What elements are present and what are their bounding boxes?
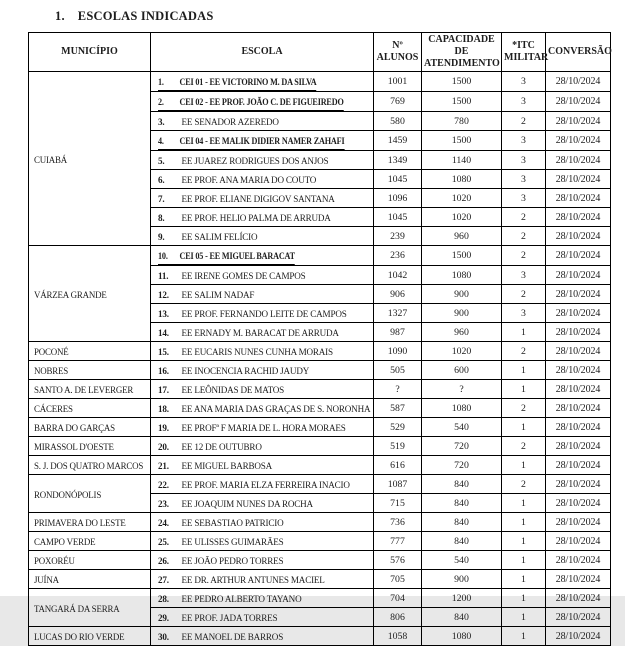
school-cell: [151, 361, 374, 380]
capacidade-cell: 840: [422, 532, 502, 551]
capacidade-cell: 1020: [422, 342, 502, 361]
capacidade-cell: 720: [422, 437, 502, 456]
table-row: [29, 342, 611, 361]
itc-cell: 1: [502, 532, 546, 551]
school-number: 4.: [158, 137, 164, 147]
table-row: [29, 361, 611, 380]
alunos-cell: 777: [374, 532, 422, 551]
school-cell: [151, 151, 374, 170]
conversao-cell: 28/10/2024: [546, 92, 611, 112]
school-name: EE 12 DE OUTUBRO: [181, 442, 262, 453]
alunos-cell: 239: [374, 227, 422, 246]
school-cell: [151, 570, 374, 589]
capacidade-cell: 840: [422, 608, 502, 627]
itc-cell: 1: [502, 551, 546, 570]
capacidade-cell: 720: [422, 456, 502, 475]
capacidade-cell: 960: [422, 227, 502, 246]
conversao-cell: 28/10/2024: [546, 131, 611, 151]
school-cell: [151, 589, 374, 608]
conversao-cell: 28/10/2024: [546, 589, 611, 608]
alunos-cell: 616: [374, 456, 422, 475]
school-name: EE PROF. MARIA ELZA FERREIRA INACIO: [181, 480, 350, 491]
municipio-label: PRIMAVERA DO LESTE: [34, 518, 126, 529]
municipio-cell: [29, 456, 151, 475]
conversao-cell: 28/10/2024: [546, 112, 611, 131]
capacidade-cell: 1500: [422, 131, 502, 151]
municipio-cell: [29, 361, 151, 380]
alunos-cell: 1459: [374, 131, 422, 151]
school-entry: [158, 173, 316, 187]
table-row: [29, 589, 611, 608]
school-number: 30.: [158, 632, 169, 643]
table-row: [29, 456, 611, 475]
column-header-capacidade: CAPACIDADE DE ATENDIMENTO: [422, 33, 502, 72]
itc-cell: 1: [502, 418, 546, 437]
school-number: 9.: [158, 232, 165, 243]
school-cell: [151, 627, 374, 646]
school-entry: [158, 307, 347, 321]
school-name: CEI 02 - EE PROF. JOÃO C. DE FIGUEIREDO: [179, 98, 344, 108]
school-name: EE ULISSES GUIMARÃES: [181, 537, 284, 548]
school-entry: [158, 402, 370, 416]
municipio-cell: [29, 475, 151, 513]
alunos-cell: 1045: [374, 170, 422, 189]
school-entry: [158, 345, 333, 359]
school-cell: [151, 304, 374, 323]
municipio-label: CUIABÁ: [34, 154, 68, 166]
itc-cell: 1: [502, 361, 546, 380]
school-number: 16.: [158, 366, 169, 377]
itc-cell: 1: [502, 513, 546, 532]
school-number: 11.: [158, 271, 169, 282]
municipio-cell: [29, 589, 151, 627]
school-number: 23.: [158, 499, 169, 510]
school-cell: [151, 608, 374, 627]
alunos-cell: 1042: [374, 266, 422, 285]
municipio-cell: [29, 532, 151, 551]
municipio-cell: [29, 627, 151, 646]
alunos-cell: 906: [374, 285, 422, 304]
school-name: CEI 01 - EE VICTORINO M. DA SILVA: [179, 78, 317, 88]
table-row: [29, 399, 611, 418]
school-number: 1.: [158, 78, 164, 88]
school-cell: [151, 437, 374, 456]
itc-cell: 1: [502, 589, 546, 608]
conversao-cell: 28/10/2024: [546, 227, 611, 246]
itc-cell: 3: [502, 304, 546, 323]
school-number: 22.: [158, 480, 169, 491]
capacidade-cell: 1020: [422, 189, 502, 208]
itc-cell: 1: [502, 608, 546, 627]
school-cell: [151, 285, 374, 304]
school-name: EE SENADOR AZEREDO: [181, 117, 279, 128]
itc-cell: 2: [502, 246, 546, 266]
table-row: [29, 246, 611, 266]
school-number: 3.: [158, 117, 165, 128]
school-cell: [151, 342, 374, 361]
school-entry: [158, 95, 344, 111]
school-number: 15.: [158, 347, 169, 358]
municipio-label: RONDONÓPOLIS: [34, 489, 102, 501]
municipio-label: TANGARÁ DA SERRA: [34, 603, 120, 615]
conversao-cell: 28/10/2024: [546, 266, 611, 285]
alunos-cell: 1349: [374, 151, 422, 170]
conversao-cell: 28/10/2024: [546, 399, 611, 418]
title-number: 1.: [55, 9, 65, 23]
municipio-label: BARRA DO GARÇAS: [34, 423, 115, 434]
school-name: EE ANA MARIA DAS GRAÇAS DE S. NORONHA: [181, 404, 371, 415]
municipio-cell: [29, 437, 151, 456]
municipio-cell: [29, 513, 151, 532]
municipio-cell: [29, 399, 151, 418]
school-number: 20.: [158, 442, 169, 453]
alunos-cell: 806: [374, 608, 422, 627]
conversao-cell: 28/10/2024: [546, 532, 611, 551]
capacidade-cell: 840: [422, 513, 502, 532]
municipio-cell: [29, 342, 151, 361]
conversao-cell: 28/10/2024: [546, 437, 611, 456]
conversao-cell: 28/10/2024: [546, 208, 611, 227]
school-number: 27.: [158, 575, 169, 586]
school-name: EE PROF. ANA MARIA DO COUTO: [181, 175, 317, 186]
school-name: EE JOÃO PEDRO TORRES: [181, 556, 284, 567]
conversao-cell: 28/10/2024: [546, 151, 611, 170]
conversao-cell: 28/10/2024: [546, 418, 611, 437]
itc-cell: 2: [502, 285, 546, 304]
school-entry: [158, 269, 306, 283]
capacidade-cell: 1080: [422, 170, 502, 189]
school-entry: [158, 611, 277, 625]
table-row: [29, 72, 611, 92]
capacidade-cell: 540: [422, 418, 502, 437]
table-row: [29, 570, 611, 589]
school-entry: [158, 630, 283, 644]
capacidade-cell: 960: [422, 323, 502, 342]
school-name: CEI 04 - EE MALIK DIDIER NAMER ZAHAFI: [179, 137, 345, 147]
school-name: EE MANOEL DE BARROS: [181, 632, 284, 643]
capacidade-cell: 900: [422, 570, 502, 589]
page-title: [0, 0, 625, 24]
school-number: 17.: [158, 385, 169, 396]
municipio-label: POCONÉ: [34, 347, 69, 358]
table-row: [29, 532, 611, 551]
alunos-cell: 1001: [374, 72, 422, 92]
school-number: 24.: [158, 518, 169, 529]
alunos-cell: 1045: [374, 208, 422, 227]
school-entry: [158, 478, 350, 492]
itc-cell: 3: [502, 266, 546, 285]
conversao-cell: 28/10/2024: [546, 551, 611, 570]
municipio-cell: [29, 380, 151, 399]
column-header-escola: ESCOLA: [151, 33, 374, 72]
itc-cell: 2: [502, 227, 546, 246]
alunos-cell: 529: [374, 418, 422, 437]
municipio-cell: [29, 418, 151, 437]
capacidade-cell: 780: [422, 112, 502, 131]
table-header-row: [29, 33, 611, 72]
school-name: EE PROF. HELIO PALMA DE ARRUDA: [181, 213, 331, 224]
alunos-cell: 705: [374, 570, 422, 589]
conversao-cell: 28/10/2024: [546, 189, 611, 208]
column-header-municipio: MUNICÍPIO: [29, 33, 151, 72]
school-cell: [151, 513, 374, 532]
itc-cell: 3: [502, 151, 546, 170]
capacidade-cell: 1140: [422, 151, 502, 170]
school-cell: [151, 92, 374, 112]
capacidade-cell: 1080: [422, 627, 502, 646]
school-name: EE PROF. ELIANE DIGIGOV SANTANA: [181, 194, 335, 205]
alunos-cell: 1058: [374, 627, 422, 646]
itc-cell: 3: [502, 72, 546, 92]
school-entry: [158, 192, 335, 206]
conversao-cell: 28/10/2024: [546, 456, 611, 475]
itc-cell: 2: [502, 399, 546, 418]
conversao-cell: 28/10/2024: [546, 627, 611, 646]
conversao-cell: 28/10/2024: [546, 380, 611, 399]
capacidade-cell: ?: [422, 380, 502, 399]
school-name: EE IRENE GOMES DE CAMPOS: [181, 271, 306, 282]
capacidade-cell: 540: [422, 551, 502, 570]
school-entry: [158, 326, 339, 340]
alunos-cell: 505: [374, 361, 422, 380]
itc-cell: 1: [502, 323, 546, 342]
school-number: 26.: [158, 556, 169, 567]
school-number: 18.: [158, 404, 169, 415]
alunos-cell: 704: [374, 589, 422, 608]
school-cell: [151, 418, 374, 437]
conversao-cell: 28/10/2024: [546, 304, 611, 323]
school-number: 7.: [158, 194, 165, 205]
column-header-alunos: Nº ALUNOS: [374, 33, 422, 72]
schools-table: [28, 32, 611, 646]
school-cell: [151, 246, 374, 266]
alunos-cell: 1096: [374, 189, 422, 208]
school-entry: [158, 459, 272, 473]
municipio-cell: [29, 570, 151, 589]
municipio-label: CAMPO VERDE: [34, 537, 96, 548]
school-number: 14.: [158, 328, 169, 339]
school-entry: [158, 211, 331, 225]
school-cell: [151, 475, 374, 494]
itc-cell: 2: [502, 342, 546, 361]
municipio-label: NOBRES: [34, 366, 69, 377]
table-row: [29, 437, 611, 456]
conversao-cell: 28/10/2024: [546, 323, 611, 342]
school-cell: [151, 189, 374, 208]
alunos-cell: 587: [374, 399, 422, 418]
itc-cell: 1: [502, 627, 546, 646]
capacidade-cell: 1200: [422, 589, 502, 608]
municipio-label: JUÍNA: [34, 575, 59, 586]
table-row: [29, 551, 611, 570]
school-name: EE MIGUEL BARBOSA: [181, 461, 273, 472]
conversao-cell: 28/10/2024: [546, 494, 611, 513]
school-name: EE SALIM FELÍCIO: [181, 232, 258, 243]
school-entry: [158, 134, 344, 150]
conversao-cell: 28/10/2024: [546, 513, 611, 532]
municipio-label: MIRASSOL D'OESTE: [34, 442, 114, 453]
school-number: 19.: [158, 423, 169, 434]
school-name: EE ERNADY M. BARACAT DE ARRUDA: [181, 328, 339, 339]
alunos-cell: ?: [374, 380, 422, 399]
school-name: EE PROF. JADA TORRES: [181, 613, 278, 624]
school-entry: [158, 364, 309, 378]
school-entry: [158, 573, 325, 587]
itc-cell: 1: [502, 380, 546, 399]
school-cell: [151, 456, 374, 475]
alunos-cell: 736: [374, 513, 422, 532]
school-number: 2.: [158, 98, 164, 108]
school-name: EE EUCARIS NUNES CUNHA MORAIS: [181, 347, 333, 358]
capacidade-cell: 1500: [422, 246, 502, 266]
school-cell: [151, 494, 374, 513]
conversao-cell: 28/10/2024: [546, 475, 611, 494]
school-name: EE LEÔNIDAS DE MATOS: [181, 385, 285, 396]
school-cell: [151, 266, 374, 285]
school-entry: [158, 516, 283, 530]
school-entry: [158, 230, 257, 244]
school-cell: [151, 399, 374, 418]
itc-cell: 1: [502, 494, 546, 513]
school-number: 25.: [158, 537, 169, 548]
school-number: 28.: [158, 594, 169, 605]
school-entry: [158, 592, 301, 606]
alunos-cell: 1090: [374, 342, 422, 361]
conversao-cell: 28/10/2024: [546, 342, 611, 361]
school-cell: [151, 170, 374, 189]
school-number: 29.: [158, 613, 169, 624]
school-name: EE JOAQUIM NUNES DA ROCHA: [181, 499, 313, 510]
conversao-cell: 28/10/2024: [546, 72, 611, 92]
school-name: EE INOCENCIA RACHID JAUDY: [181, 366, 310, 377]
capacidade-cell: 900: [422, 304, 502, 323]
school-cell: [151, 131, 374, 151]
conversao-cell: 28/10/2024: [546, 170, 611, 189]
municipio-label: CÁCERES: [34, 404, 73, 415]
school-entry: [158, 535, 283, 549]
conversao-cell: 28/10/2024: [546, 361, 611, 380]
school-entry: [158, 440, 262, 454]
itc-cell: 2: [502, 112, 546, 131]
school-name: EE JUAREZ RODRIGUES DOS ANJOS: [181, 156, 329, 167]
school-number: 10.: [158, 252, 168, 262]
school-name: EE DR. ARTHUR ANTUNES MACIEL: [181, 575, 325, 586]
alunos-cell: 580: [374, 112, 422, 131]
school-entry: [158, 75, 317, 91]
title-text: ESCOLAS INDICADAS: [77, 9, 214, 23]
school-entry: [158, 554, 283, 568]
alunos-cell: 1327: [374, 304, 422, 323]
itc-cell: 3: [502, 131, 546, 151]
table-row: [29, 475, 611, 494]
school-cell: [151, 72, 374, 92]
itc-cell: 2: [502, 208, 546, 227]
school-number: 12.: [158, 290, 169, 301]
school-name: EE SALIM NADAF: [181, 290, 255, 301]
capacidade-cell: 900: [422, 285, 502, 304]
school-number: 21.: [158, 461, 169, 472]
school-cell: [151, 532, 374, 551]
municipio-label: SANTO A. DE LEVERGER: [34, 385, 134, 396]
capacidade-cell: 1080: [422, 399, 502, 418]
itc-cell: 1: [502, 570, 546, 589]
alunos-cell: 236: [374, 246, 422, 266]
school-cell: [151, 380, 374, 399]
itc-cell: 1: [502, 456, 546, 475]
alunos-cell: 576: [374, 551, 422, 570]
school-entry: [158, 154, 328, 168]
itc-cell: 3: [502, 189, 546, 208]
table-row: [29, 627, 611, 646]
municipio-label: LUCAS DO RIO VERDE: [34, 632, 125, 643]
school-name: EE SEBASTIAO PATRICIO: [181, 518, 284, 529]
school-number: 6.: [158, 175, 165, 186]
column-header-itc: *ITC MILITAR: [502, 33, 546, 72]
capacidade-cell: 840: [422, 494, 502, 513]
school-number: 8.: [158, 213, 165, 224]
school-number: 13.: [158, 309, 169, 320]
conversao-cell: 28/10/2024: [546, 570, 611, 589]
school-entry: [158, 421, 346, 435]
school-entry: [158, 497, 313, 511]
municipio-label: S. J. DOS QUATRO MARCOS: [34, 461, 144, 472]
school-number: 5.: [158, 156, 165, 167]
alunos-cell: 1087: [374, 475, 422, 494]
school-name: CEI 05 - EE MIGUEL BARACAT: [179, 252, 295, 262]
conversao-cell: 28/10/2024: [546, 608, 611, 627]
municipio-cell: [29, 72, 151, 246]
school-entry: [158, 249, 295, 265]
capacidade-cell: 840: [422, 475, 502, 494]
school-entry: [158, 383, 284, 397]
itc-cell: 3: [502, 170, 546, 189]
municipio-label: POXORÉU: [34, 556, 75, 567]
alunos-cell: 519: [374, 437, 422, 456]
school-name: EE PROF. FERNANDO LEITE DE CAMPOS: [181, 309, 347, 320]
conversao-cell: 28/10/2024: [546, 246, 611, 266]
municipio-cell: [29, 551, 151, 570]
itc-cell: 3: [502, 92, 546, 112]
capacidade-cell: 1500: [422, 72, 502, 92]
alunos-cell: 715: [374, 494, 422, 513]
school-cell: [151, 551, 374, 570]
school-cell: [151, 112, 374, 131]
school-cell: [151, 227, 374, 246]
capacidade-cell: 1080: [422, 266, 502, 285]
school-name: EE PEDRO ALBERTO TAYANO: [181, 594, 302, 605]
capacidade-cell: 1500: [422, 92, 502, 112]
school-cell: [151, 323, 374, 342]
municipio-label: VÁRZEA GRANDE: [34, 289, 107, 301]
column-header-conversao: CONVERSÃO: [546, 33, 611, 72]
alunos-cell: 769: [374, 92, 422, 112]
itc-cell: 2: [502, 475, 546, 494]
capacidade-cell: 1020: [422, 208, 502, 227]
school-entry: [158, 115, 279, 129]
table-row: [29, 418, 611, 437]
capacidade-cell: 600: [422, 361, 502, 380]
municipio-cell: [29, 246, 151, 342]
school-cell: [151, 208, 374, 227]
table-row: [29, 513, 611, 532]
school-entry: [158, 288, 254, 302]
table-row: [29, 380, 611, 399]
school-name: EE PROFª F MARIA DE L. HORA MORAES: [181, 423, 346, 434]
conversao-cell: 28/10/2024: [546, 285, 611, 304]
alunos-cell: 987: [374, 323, 422, 342]
itc-cell: 2: [502, 437, 546, 456]
